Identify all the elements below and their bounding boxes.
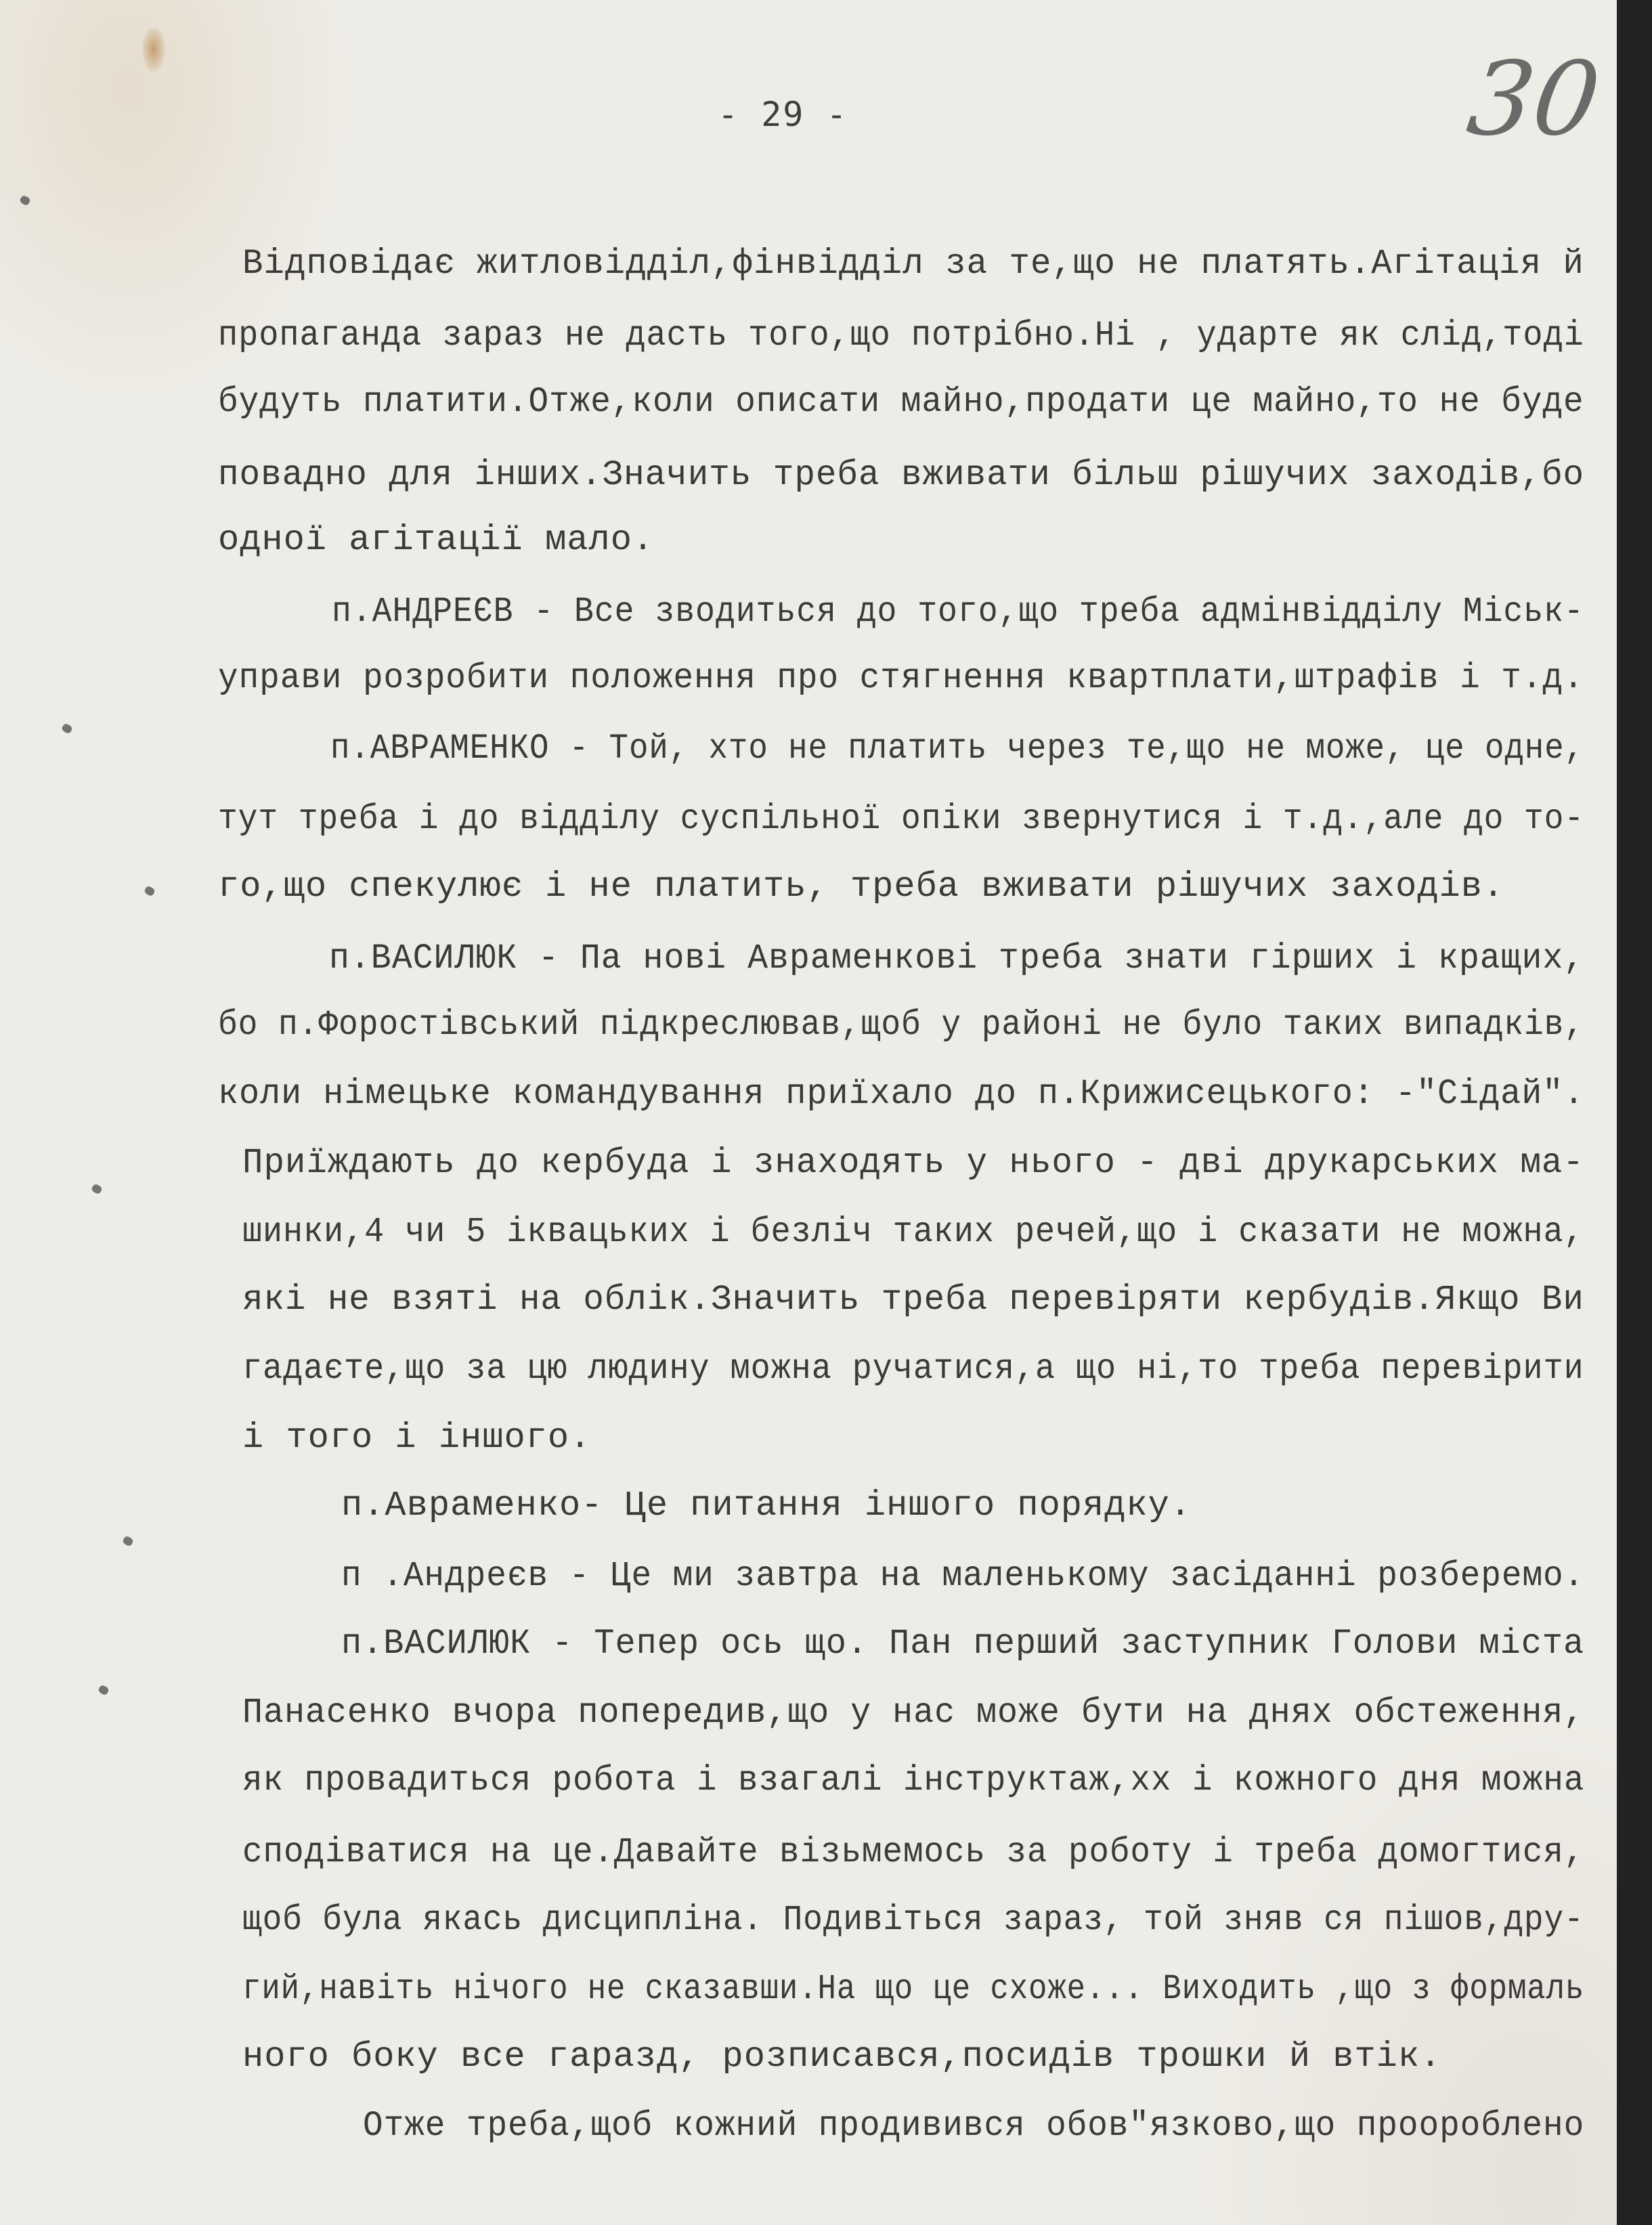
- text-line: тут треба і до відділу суспільної опіки звернутися і т.д.,але до то-: [218, 799, 1585, 839]
- text-line: коли німецьке командування приїхало до п.Крижисецького: -"Сідай".: [218, 1074, 1585, 1114]
- text-line: повадно для інших.Значить треба вживати більш рішучих заходів,бо: [218, 455, 1585, 495]
- staple-hole: [19, 194, 31, 206]
- text-line: п.АНДРЕЄВ - Все зводиться до того,що треба адмінвідділу Міськ-: [332, 592, 1584, 632]
- staple-hole: [61, 722, 73, 734]
- archive-page-number: 30: [1460, 41, 1607, 158]
- text-line: го,що спекулює і не платить, треба вживати рішучих заходів.: [218, 867, 1505, 907]
- text-line: одної агітації мало.: [218, 520, 655, 560]
- page-number: - 29 -: [718, 95, 848, 134]
- staple-hole: [97, 1684, 110, 1695]
- text-line: бо п.Форостівський підкреслював,щоб у районі не було таких випадків,: [218, 1005, 1585, 1045]
- text-line: ного боку все гаразд, розписався,посидів трошки й втік.: [242, 2037, 1442, 2077]
- text-line: гадаєте,що за цю людину можна ручатися,а що ні,то треба перевірити: [242, 1349, 1584, 1389]
- text-line: п.ВАСИЛЮК - Тепер ось що. Пан перший заступник Голови міста: [341, 1624, 1585, 1664]
- text-line: п .Андреєв - Це ми завтра на маленькому засіданні розберемо.: [341, 1556, 1585, 1596]
- text-line: управи розробити положення про стягнення квартплати,штрафів і т.д.: [218, 658, 1584, 698]
- text-line: пропаганда зараз не дасть того,що потрібно.Ні , ударте як слід,тоді: [218, 316, 1584, 355]
- staple-hole: [144, 885, 156, 897]
- text-line: п.ВАСИЛЮК - Па нові Авраменкові треба знати гірших і кращих,: [329, 938, 1585, 978]
- text-line: які не взяті на облік.Значить треба перевіряти кербудів.Якщо Ви: [242, 1280, 1584, 1320]
- text-line: Відповідає житловідділ,фінвідділ за те,що не платять.Агітація й: [242, 244, 1584, 284]
- staple-hole: [122, 1535, 134, 1547]
- text-line: Отже треба,щоб кожний продивився обов"язково,що проороблено: [363, 2106, 1585, 2146]
- text-line: гий,навіть нічого не сказавши.На що це схоже... Виходить ,що з формаль: [242, 1969, 1585, 2009]
- rust-stain: [142, 27, 165, 72]
- text-line: сподіватися на це.Давайте візьмемось за роботу і треба домогтися,: [242, 1832, 1585, 1872]
- text-line: шинки,4 чи 5 іквацьких і безліч таких речей,що і сказати не можна,: [242, 1212, 1584, 1252]
- text-line: і того і іншого.: [242, 1418, 592, 1458]
- scan-border: [1617, 0, 1652, 2225]
- text-line: як провадиться робота і взагалі інструктаж,хх і кожного дня можна: [242, 1760, 1585, 1800]
- text-line: п.Авраменко- Це питання іншого порядку.: [341, 1486, 1192, 1526]
- staple-hole: [91, 1183, 103, 1194]
- text-line: п.АВРАМЕНКО - Той, хто не платить через те,що не може, це одне,: [330, 729, 1584, 769]
- text-line: щоб була якась дисципліна. Подивіться зараз, той зняв ся пішов,дру-: [242, 1900, 1584, 1940]
- text-line: Панасенко вчора попередив,що у нас може бути на днях обстеження,: [242, 1693, 1585, 1733]
- text-line: будуть платити.Отже,коли описати майно,продати це майно,то не буде: [218, 382, 1584, 422]
- text-line: Приїждають до кербуда і знаходять у нього - дві друкарських ма-: [242, 1143, 1584, 1183]
